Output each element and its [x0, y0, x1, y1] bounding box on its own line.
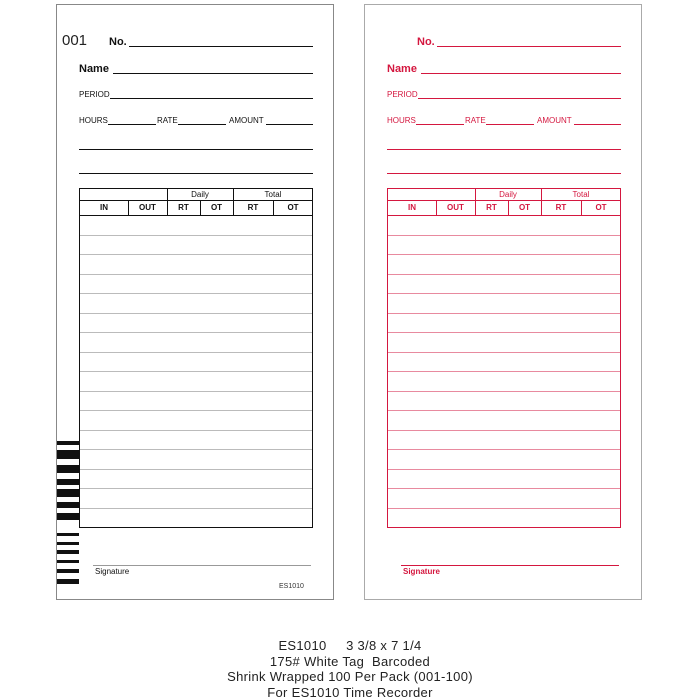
model-code-label: ES1010 [279, 583, 304, 590]
no-label: No. [109, 36, 127, 48]
no-line [129, 46, 313, 47]
blank-line [79, 149, 313, 150]
barcode-bar [57, 560, 79, 563]
daily-header: Daily [499, 190, 517, 199]
grid-row-line [80, 371, 312, 372]
daily-header: Daily [191, 190, 209, 199]
grid-row-line [80, 352, 312, 353]
header-rule [388, 200, 620, 201]
grid-row-line [388, 274, 620, 275]
grid-row-line [388, 410, 620, 411]
header-rule [80, 200, 312, 201]
caption-line-stock: 175# White Tag Barcoded [269, 653, 431, 669]
period-line [110, 98, 313, 99]
rate-line [178, 124, 226, 125]
barcode-bar [57, 479, 79, 485]
signature-label: Signature [95, 567, 130, 576]
barcode-bar [57, 441, 79, 445]
rate-line [486, 124, 534, 125]
time-grid [387, 188, 621, 528]
caption-line-compatibility: For ES1010 Time Recorder [267, 684, 433, 700]
barcode-bar [57, 502, 79, 508]
grid-row-line [388, 508, 620, 509]
grid-row-line [80, 469, 312, 470]
barcode-bar [57, 489, 79, 497]
time-card-red [364, 4, 642, 600]
total-header: Total [264, 190, 282, 199]
grid-row-line [388, 293, 620, 294]
signature-line [93, 565, 311, 566]
col-daily-ot-header: OT [518, 203, 531, 212]
col-total-ot-header: OT [287, 203, 299, 212]
rate-label: RATE [157, 116, 178, 125]
grid-row-line [80, 235, 312, 236]
period-label: PERIOD [387, 90, 418, 99]
barcode-bar [57, 569, 79, 573]
col-out-header: OUT [447, 203, 464, 212]
header-rule [80, 215, 312, 216]
blank-line [387, 149, 621, 150]
grid-row-line [388, 352, 620, 353]
grid-row-line [388, 235, 620, 236]
no-label: No. [417, 36, 435, 48]
amount-label: AMOUNT [537, 116, 572, 125]
amount-line [574, 124, 621, 125]
col-total-rt-header: RT [247, 203, 259, 212]
col-out-header: OUT [139, 203, 156, 212]
col-daily-ot-header: OT [210, 203, 223, 212]
grid-row-line [388, 332, 620, 333]
hours-label: HOURS [79, 116, 108, 125]
no-line [437, 46, 621, 47]
total-header: Total [572, 190, 590, 199]
name-line [113, 73, 313, 74]
grid-row-line [388, 430, 620, 431]
grid-row-line [80, 449, 312, 450]
barcode-bar [57, 533, 79, 536]
time-grid [79, 188, 313, 528]
hours-label: HOURS [387, 116, 416, 125]
barcode-bar [57, 513, 79, 520]
period-label: PERIOD [79, 90, 110, 99]
col-daily-rt-header: RT [178, 203, 189, 212]
grid-row-line [80, 508, 312, 509]
hours-line [108, 124, 156, 125]
grid-row-line [80, 274, 312, 275]
grid-row-line [388, 313, 620, 314]
grid-row-line [80, 254, 312, 255]
signature-line [401, 565, 619, 566]
amount-line [266, 124, 313, 125]
grid-row-line [80, 293, 312, 294]
product-caption [0, 638, 700, 700]
grid-row-line [80, 391, 312, 392]
barcode-bar [57, 450, 79, 459]
signature-label: Signature [403, 567, 440, 576]
hours-line [416, 124, 464, 125]
grid-row-line [388, 449, 620, 450]
name-label: Name [387, 63, 417, 75]
card-serial-number: 001 [62, 32, 88, 49]
name-label: Name [79, 63, 109, 75]
barcode-bar [57, 579, 79, 584]
grid-row-line [80, 313, 312, 314]
col-total-ot-header: OT [595, 203, 607, 212]
grid-row-line [388, 391, 620, 392]
barcode-bar [57, 465, 79, 473]
col-in-header: IN [100, 203, 108, 212]
rate-label: RATE [465, 116, 486, 125]
barcode-bar [57, 542, 79, 545]
grid-row-line [80, 332, 312, 333]
time-card-black [56, 4, 334, 600]
grid-row-line [388, 488, 620, 489]
col-total-rt-header: RT [555, 203, 567, 212]
grid-row-line [80, 410, 312, 411]
blank-line [387, 173, 621, 174]
grid-row-line [388, 254, 620, 255]
grid-row-line [80, 488, 312, 489]
barcode-bar [57, 550, 79, 554]
col-daily-rt-header: RT [486, 203, 497, 212]
grid-row-line [80, 430, 312, 431]
blank-line [79, 173, 313, 174]
amount-label: AMOUNT [229, 116, 264, 125]
caption-line-model-size: ES1010 3 3/8 x 7 1/4 [278, 638, 422, 653]
grid-row-line [388, 371, 620, 372]
caption-line-packaging: Shrink Wrapped 100 Per Pack (001-100) [227, 669, 473, 684]
header-rule [388, 215, 620, 216]
col-in-header: IN [408, 203, 416, 212]
grid-row-line [388, 469, 620, 470]
name-line [421, 73, 621, 74]
period-line [418, 98, 621, 99]
